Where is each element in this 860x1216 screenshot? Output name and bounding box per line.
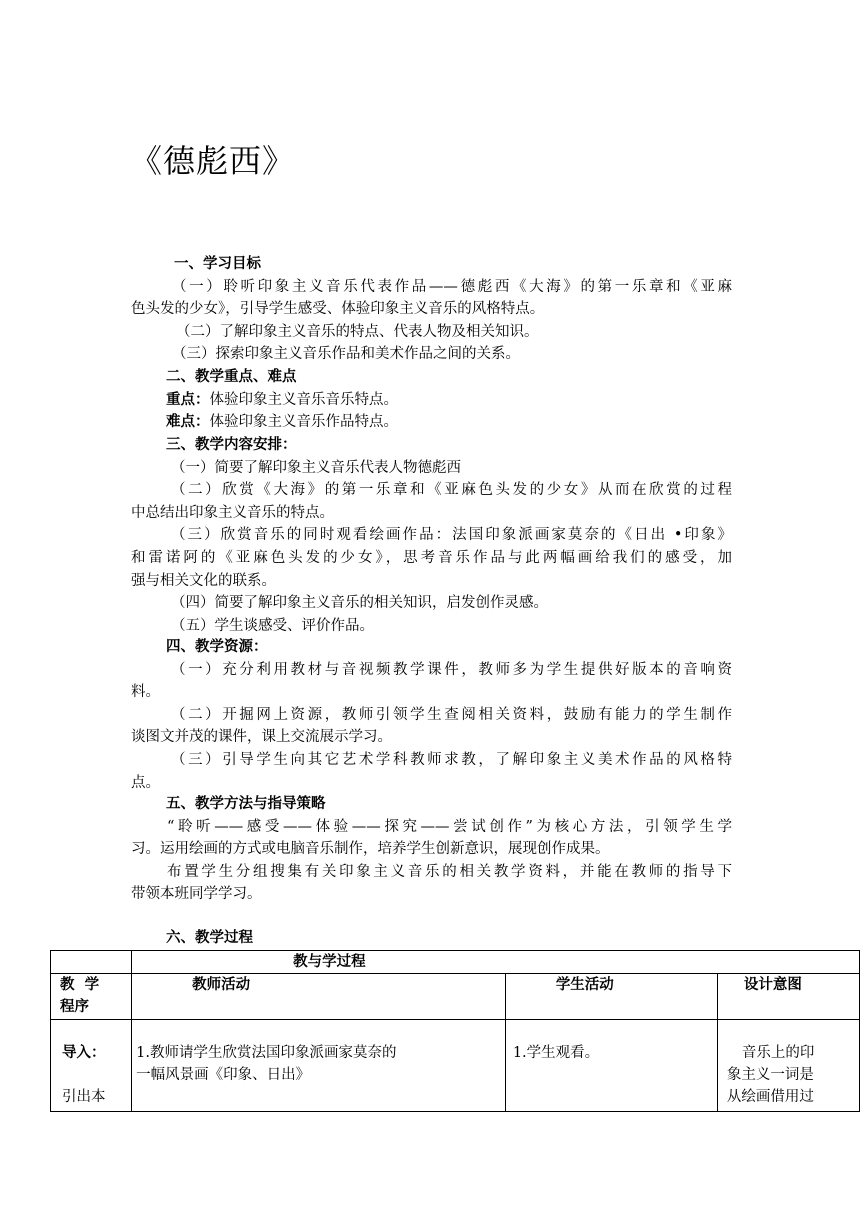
paragraph-line: 和雷诺阿的《亚麻色头发的少女》，思考音乐作品与此两幅画给我们的感受，加 [131, 549, 732, 566]
key-point-label: 重点： [166, 390, 210, 408]
teaching-process-table [50, 950, 860, 1112]
cell-student-text: 1.学生观看。 [512, 1045, 600, 1061]
header-teacher [132, 974, 506, 1020]
section-key-points [131, 366, 732, 434]
header-teacher-text: 教师活动 [192, 976, 251, 993]
paragraph-line: “聆听——感受——体验——探究——尝试创作”为核心方法，引领学生学 [167, 818, 732, 835]
section-heading: 三、教学内容安排： [166, 436, 297, 453]
paragraph-line: 带领本班同学学习。 [131, 886, 262, 903]
paragraph-line: （二）开掘网上资源，教师引领学生查阅相关资料，鼓励有能力的学生制作 [171, 706, 732, 723]
cell-teacher [132, 1020, 506, 1112]
cell-teacher-l1: 1.教师请学生欣赏法国印象派画家莫奈的 [136, 1045, 397, 1061]
section-heading: 四、教学资源： [166, 638, 268, 655]
cell-student [505, 1020, 717, 1112]
header-design [717, 974, 859, 1020]
header-sequence-l1: 教 学 [60, 976, 100, 993]
difficulty-label: 难点： [166, 413, 210, 431]
section-heading: 一、学习目标 [174, 255, 261, 272]
paragraph-line: 色头发的少女》，引导学生感受、体验印象主义音乐的风格特点。 [131, 301, 545, 318]
cell-sequence-l2: 引出本 [62, 1089, 106, 1105]
paragraph-line: 强与相关文化的联系。 [131, 572, 276, 589]
paragraph-line: （三）欣赏音乐的同时观看绘画作品：法国印象派画家莫奈的《日出 •印象》 [171, 527, 732, 544]
paragraph-line: （二）了解印象主义音乐的特点、代表人物及相关知识。 [176, 323, 539, 340]
cell-design-l3: 从绘画借用过 [726, 1089, 814, 1105]
section-resources [131, 636, 732, 794]
cell-design [717, 1020, 859, 1112]
table-header-row [51, 974, 860, 1020]
section-heading: 六、教学过程 [166, 929, 253, 946]
paragraph-line: （四）简要了解印象主义音乐的相关知识，启发创作灵感。 [171, 595, 548, 612]
key-point-text: 体验印象主义音乐音乐特点。 [209, 391, 398, 408]
cell-design-l1: 音乐上的印 [741, 1045, 815, 1061]
section-process [131, 927, 732, 950]
cell-teacher-l2: 一幅风景画《印象、日出》 [136, 1067, 311, 1083]
table-cell-empty [51, 951, 132, 974]
header-student-text: 学生活动 [555, 976, 614, 993]
table-row [51, 1020, 860, 1112]
header-student [505, 974, 717, 1020]
paragraph-line: 料。 [131, 684, 160, 701]
paragraph-line: （一）充分利用教材与音视频教学课件，教师多为学生提供好版本的音响资 [171, 661, 732, 678]
section-methods [131, 793, 732, 906]
section-heading: 二、教学重点、难点 [166, 368, 297, 385]
paragraph-line: （一）聆听印象主义音乐代表作品——德彪西《大海》的第一乐章和《亚麻 [172, 278, 732, 295]
cell-sequence-l1: 导入： [62, 1044, 106, 1061]
table-caption-row [51, 951, 860, 974]
paragraph-line: 习。运用绘画的方式或电脑音乐制作，培养学生创新意识，展现创作成果。 [131, 841, 610, 858]
paragraph-line: （一）简要了解印象主义音乐代表人物德彪西 [171, 459, 461, 476]
paragraph-line: （二）欣赏《大海》的第一乐章和《亚麻色头发的少女》从而在欣赏的过程 [171, 482, 732, 499]
table-caption [132, 951, 860, 974]
paragraph-line: （三）引导学生向其它艺术学科教师求教，了解印象主义美术作品的风格特 [171, 751, 732, 768]
difficulty-text: 体验印象主义音乐作品特点。 [209, 414, 398, 431]
section-heading: 五、教学方法与指导策略 [166, 795, 326, 812]
header-sequence [51, 974, 132, 1020]
key-point-line [131, 389, 732, 412]
page-title: 《德彪西》 [130, 142, 296, 180]
paragraph-line: 中总结出印象主义音乐的特点。 [131, 504, 334, 521]
paragraph-line: 布置学生分组搜集有关印象主义音乐的相关教学资料，并能在教师的指导下 [167, 863, 732, 880]
cell-sequence [51, 1020, 132, 1112]
paragraph-line: 点。 [131, 774, 160, 791]
difficulty-line [131, 411, 732, 434]
cell-design-l2: 象主义一词是 [726, 1067, 814, 1083]
header-design-text: 设计意图 [743, 976, 802, 993]
section-content-plan [131, 434, 732, 637]
section-learning-goals [131, 253, 732, 366]
table-caption-text: 教与学过程 [293, 953, 366, 970]
paragraph-line: （三）探索印象主义音乐作品和美术作品之间的关系。 [172, 346, 520, 363]
header-sequence-l2: 程序 [60, 998, 89, 1015]
paragraph-line: 谈图文并茂的课件，课上交流展示学习。 [131, 729, 392, 746]
paragraph-line: （五）学生谈感受、评价作品。 [171, 617, 374, 634]
